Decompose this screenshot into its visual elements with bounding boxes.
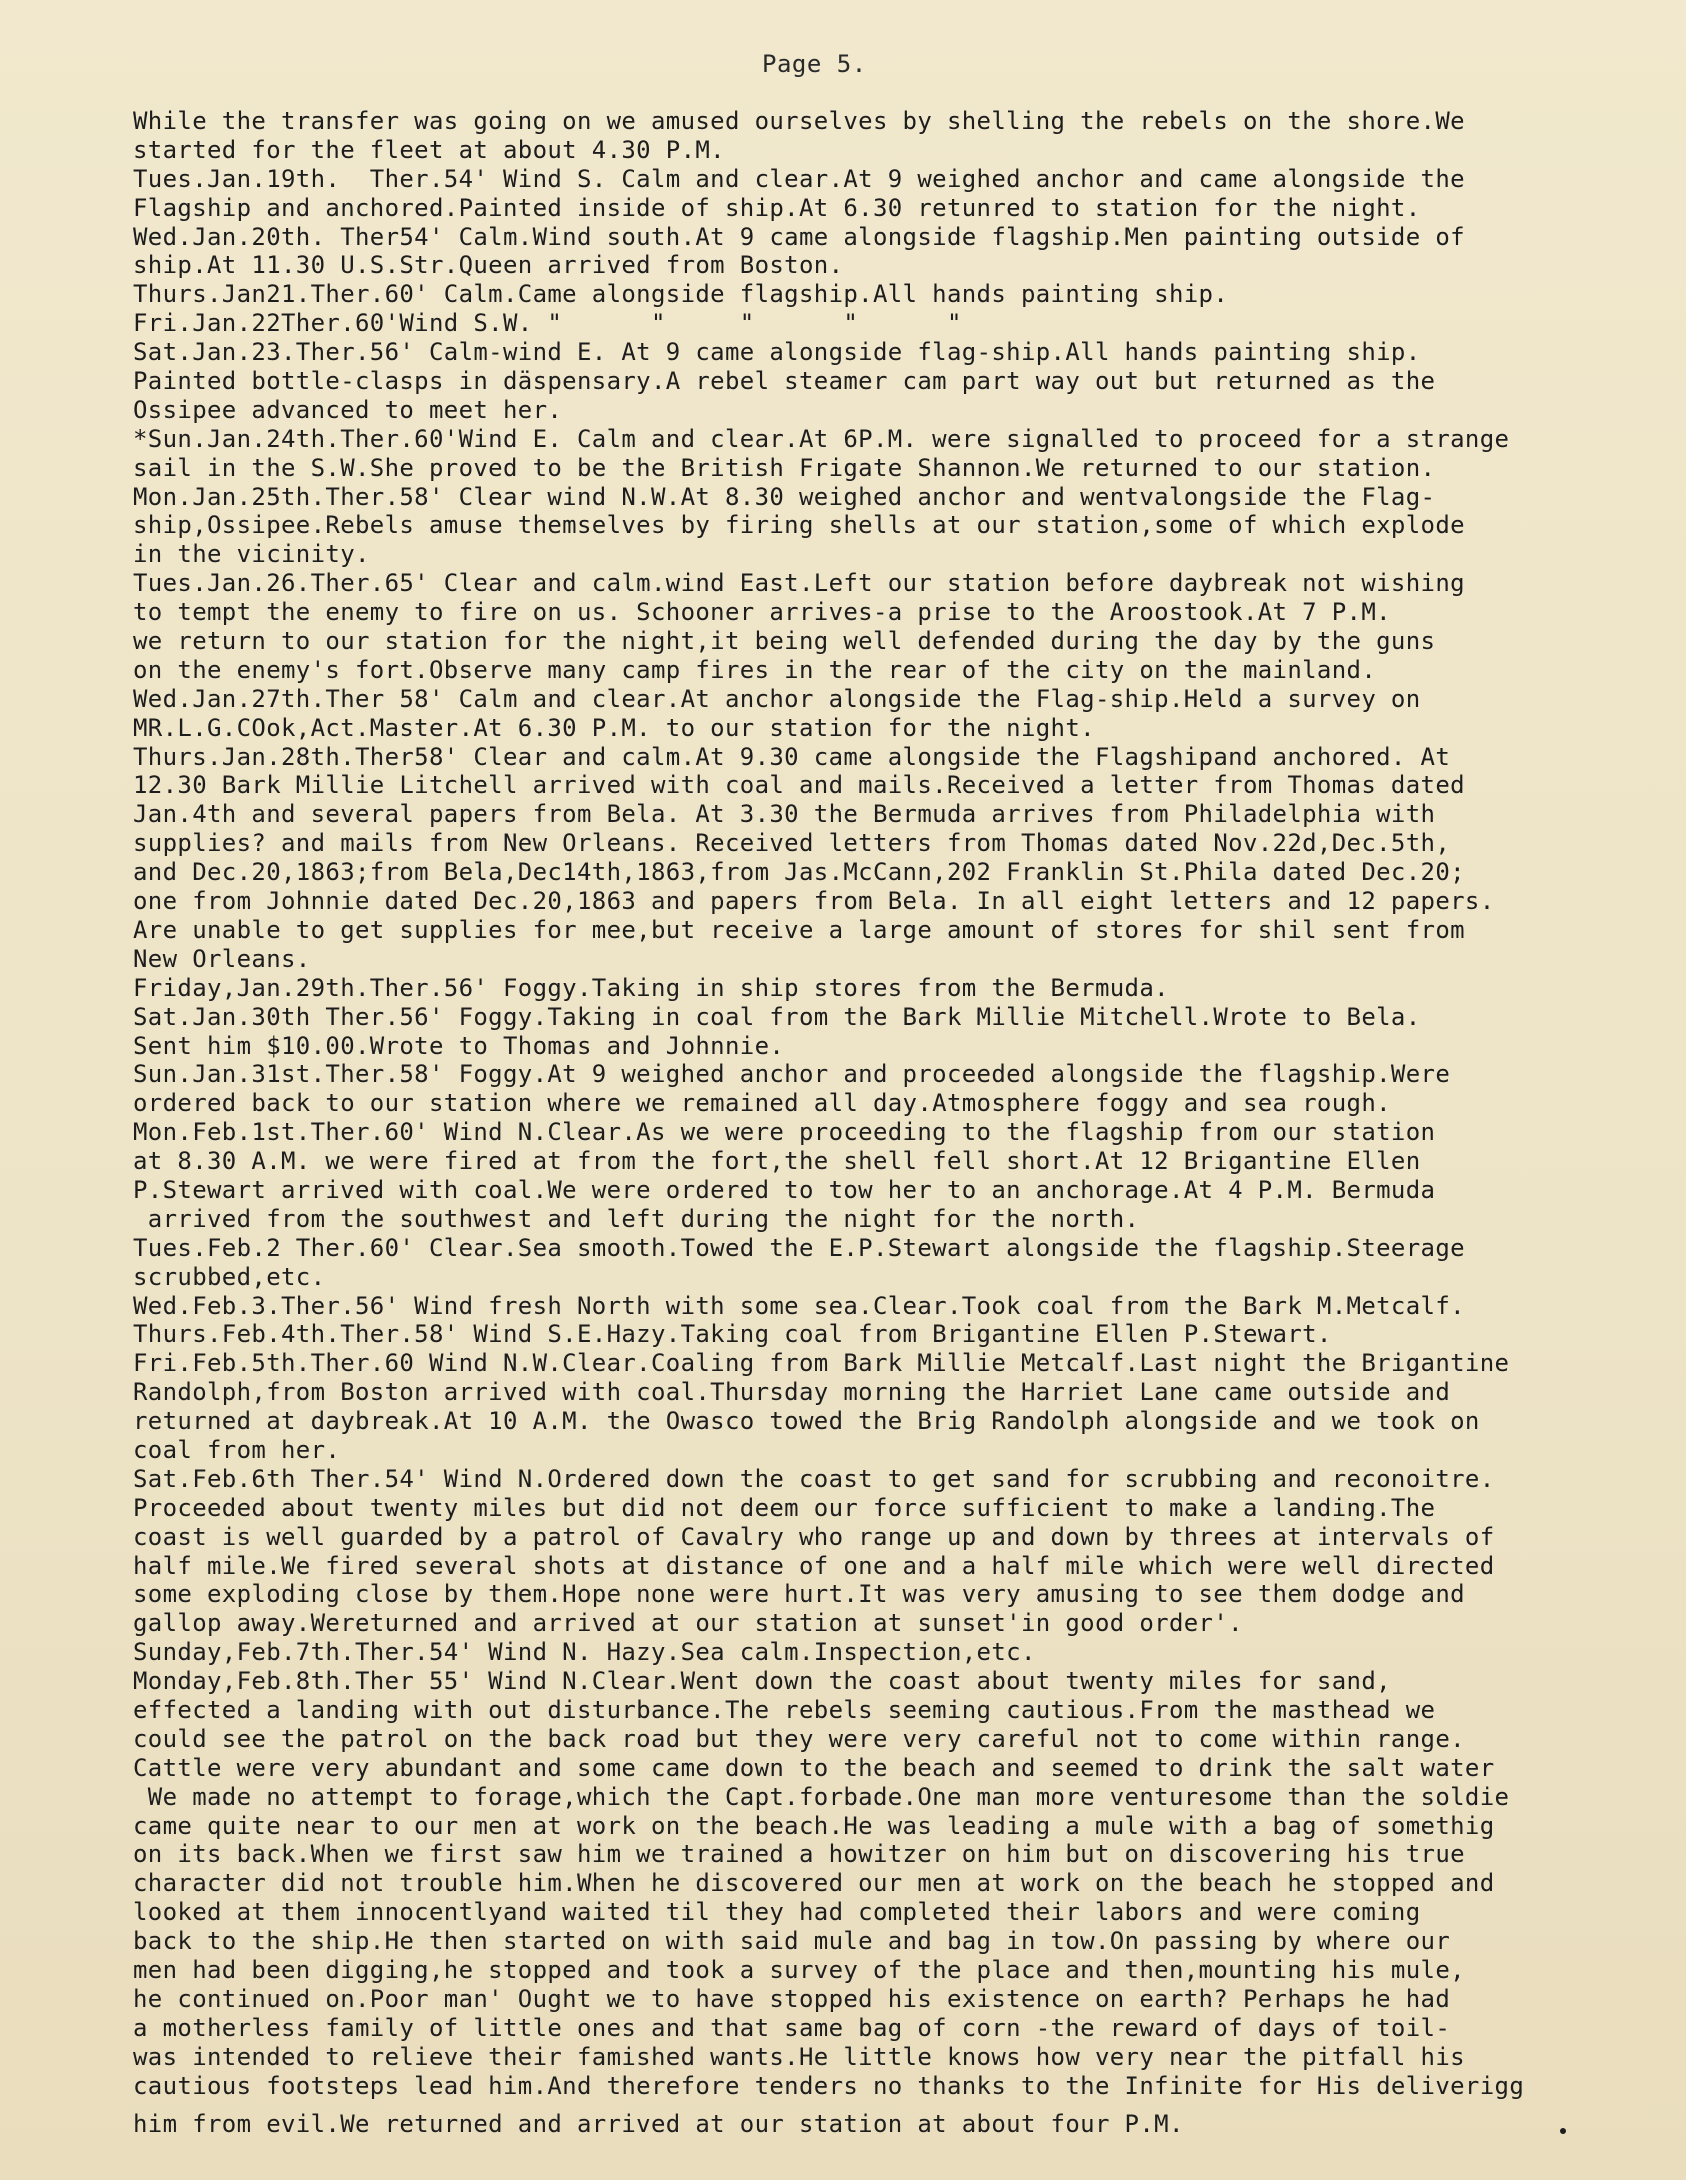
text-line: gallop away.Wereturned and arrived at our station at sunset'in good order'. xyxy=(133,1609,1243,1638)
text-line: Sat.Jan.30th Ther.56' Foggy.Taking in coal from the Bark Millie Mitchell.Wrote to Bela. xyxy=(133,1002,1421,1031)
text-line: Mon.Feb.1st.Ther.60' Wind N.Clear.As we were proceeding to the flagship from our station xyxy=(133,1118,1436,1147)
text-line: Sent him $10.00.Wrote to Thomas and Johnnie. xyxy=(133,1031,785,1060)
text-line: one from Johnnie dated Dec.20,1863 and papers from Bela. In all eight letters and 12 papers. xyxy=(133,887,1495,916)
text-line: Ossipee advanced to meet her. xyxy=(133,395,563,424)
text-line: ship.At 11.30 U.S.Str.Queen arrived from Boston. xyxy=(133,251,844,280)
text-line: 12.30 Bark Millie Litchell arrived with coal and mails.Received a letter from Thomas dated xyxy=(133,771,1465,800)
text-line: returned at daybreak.At 10 A.M. the Owasco towed the Brig Randolph alongside and we took on xyxy=(133,1407,1480,1436)
text-line: Sat.Feb.6th Ther.54' Wind N.Ordered down the coast to get sand for scrubbing and reconoitre. xyxy=(133,1464,1495,1493)
text-line: Sat.Jan.23.Ther.56' Calm-wind E. At 9 came alongside flag-ship.All hands painting ship. xyxy=(133,338,1421,367)
text-line: men had been digging,he stopped and took a survey of the place and then,mounting his mule, xyxy=(133,1956,1465,1984)
text-line: scrubbed,etc. xyxy=(133,1262,326,1291)
text-line: was intended to relieve their famished wants.He little knows how very near the pitfall his xyxy=(133,2042,1465,2071)
text-line: at 8.30 A.M. we were fired at from the fort,the shell fell short.At 12 Brigantine Ellen xyxy=(133,1147,1421,1176)
text-line: Fri.Feb.5th.Ther.60 Wind N.W.Clear.Coaling from Bark Millie Metcalf.Last night the Brigantine xyxy=(133,1349,1510,1378)
text-line: Wed.Jan.20th. Ther54' Calm.Wind south.At 9 came alongside flagship.Men painting outside of xyxy=(133,222,1465,251)
text-line: We made no attempt to forage,which the Capt.forbade.One man more venturesome than the soldie xyxy=(133,1782,1510,1811)
text-line: Proceeded about twenty miles but did not deem our force sufficient to make a landing.The xyxy=(133,1493,1436,1522)
text-line: him from evil.We returned and arrived at our station at about four P.M. xyxy=(133,2110,1184,2139)
text-line: some exploding close by them.Hope none were hurt.It was very amusing to see them dodge and xyxy=(133,1580,1465,1609)
text-line: P.Stewart arrived with coal.We were ordered to tow her to an anchorage.At 4 P.M. Bermuda xyxy=(133,1175,1436,1204)
text-line: ordered back to our station where we remained all day.Atmosphere foggy and sea rough. xyxy=(133,1089,1391,1118)
text-line: Are unable to get supplies for mee,but receive a large amount of stores for shil sent from xyxy=(133,915,1465,944)
text-line: coal from her. xyxy=(133,1435,341,1464)
text-line: *Sun.Jan.24th.Ther.60'Wind E. Calm and clear.At 6P.M. were signalled to proceed for a strange xyxy=(133,424,1510,453)
text-line: arrived from the southwest and left during the night for the north. xyxy=(133,1204,1140,1233)
text-line: Fri.Jan.22Ther.60'Wind S.W. " " " " " xyxy=(133,309,962,338)
text-line: cautious footsteps lead him.And therefore tenders no thanks to the Infinite for His deliverigg xyxy=(133,2071,1525,2100)
text-line: Thurs.Jan21.Ther.60' Calm.Came alongside flagship.All hands painting ship. xyxy=(133,280,1229,309)
text-line: Mon.Jan.25th.Ther.58' Clear wind N.W.At 8.30 weighed anchor and wentvalongside the Flag- xyxy=(133,482,1436,511)
text-line: Monday,Feb.8th.Ther 55' Wind N.Clear.Went down the coast about twenty miles for sand, xyxy=(133,1667,1391,1696)
text-line: came quite near to our men at work on the beach.He was leading a mule with a bag of somethig xyxy=(133,1811,1495,1840)
text-line: New Orleans. xyxy=(133,944,311,973)
text-line: on its back.When we first saw him we trained a howitzer on him but on discovering his true xyxy=(133,1840,1465,1869)
text-line: supplies? and mails from New Orleans. Received letters from Thomas dated Nov.22d,Dec.5th, xyxy=(133,829,1451,858)
text-line: he continued on.Poor man' Ought we to have stopped his existence on earth? Perhaps he had xyxy=(133,1984,1451,2013)
text-line: Wed.Feb.3.Ther.56' Wind fresh North with some sea.Clear.Took coal from the Bark M.Metcalf. xyxy=(133,1291,1465,1320)
text-line: MR.L.G.COok,Act.Master.At 6.30 P.M. to our station for the night. xyxy=(133,713,1095,742)
text-line: Tues.Jan.26.Ther.65' Clear and calm.wind East.Left our station before daybreak not wishing xyxy=(133,569,1465,598)
text-line: sail in the S.W.She proved to be the British Frigate Shannon.We returned to our station. xyxy=(133,453,1436,482)
text-line: looked at them innocentlyand waited til they had completed their labors and were coming xyxy=(133,1898,1421,1927)
text-line: ship,Ossipee.Rebels amuse themselves by firing shells at our station,some of which explode xyxy=(133,511,1465,540)
text-line: on the enemy's fort.Observe many camp fires in the rear of the city on the mainland. xyxy=(133,655,1377,684)
text-line: Friday,Jan.29th.Ther.56' Foggy.Taking in ship stores from the Bermuda. xyxy=(133,973,1169,1002)
text-line: Painted bottle-clasps in däspensary.A rebel steamer cam part way out but returned as the xyxy=(133,367,1436,396)
text-line: Sun.Jan.31st.Ther.58' Foggy.At 9 weighed anchor and proceeded alongside the flagship.Were xyxy=(133,1060,1451,1089)
text-line: Jan.4th and several papers from Bela. At 3.30 the Bermuda arrives from Philadelphia with xyxy=(133,800,1436,829)
journal-text xyxy=(133,107,1668,2139)
text-line: Randolph,from Boston arrived with coal.Thursday morning the Harriet Lane came outside and xyxy=(133,1378,1451,1407)
text-line: and Dec.20,1863;from Bela,Dec14th,1863,from Jas.McCann,202 Franklin St.Phila dated Dec.20; xyxy=(133,858,1465,887)
page-number: Page 5. xyxy=(762,50,867,78)
text-line: Thurs.Feb.4th.Ther.58' Wind S.E.Hazy.Taking coal from Brigantine Ellen P.Stewart. xyxy=(133,1320,1332,1349)
text-line: in the vicinity. xyxy=(133,540,370,569)
text-line: While the transfer was going on we amused ourselves by shelling the rebels on the shore.We xyxy=(133,107,1465,135)
text-line: started for the fleet at about 4.30 P.M. xyxy=(133,135,725,164)
text-line: Tues.Feb.2 Ther.60' Clear.Sea smooth.Towed the E.P.Stewart alongside the flagship.Steerage xyxy=(133,1233,1465,1262)
text-line: back to the ship.He then started on with said mule and bag in tow.On passing by where our xyxy=(133,1927,1451,1956)
text-line: could see the patrol on the back road but they were very careful not to come within range. xyxy=(133,1724,1465,1753)
text-line: we return to our station for the night,it being well defended during the day by the guns xyxy=(133,627,1436,656)
ink-dot xyxy=(1560,2128,1566,2134)
text-line: Tues.Jan.19th. Ther.54' Wind S. Calm and clear.At 9 weighed anchor and came alongside the xyxy=(133,164,1465,193)
text-line: to tempt the enemy to fire on us. Schooner arrives-a prise to the Aroostook.At 7 P.M. xyxy=(133,598,1391,627)
text-line: coast is well guarded by a patrol of Cavalry who range up and down by threes at intervals of xyxy=(133,1522,1495,1551)
text-line: a motherless family of little ones and that same bag of corn -the reward of days of toil- xyxy=(133,2013,1451,2042)
text-line: Thurs.Jan.28th.Ther58' Clear and calm.At 9.30 came alongside the Flagshipand anchored. At xyxy=(133,742,1451,771)
text-line: Cattle were very abundant and some came down to the beach and seemed to drink the salt water xyxy=(133,1753,1495,1782)
text-line: Wed.Jan.27th.Ther 58' Calm and clear.At anchor alongside the Flag-ship.Held a survey on xyxy=(133,684,1421,713)
text-line: character did not trouble him.When he discovered our men at work on the beach he stopped and xyxy=(133,1869,1495,1898)
text-line: Flagship and anchored.Painted inside of ship.At 6.30 retunred to station for the night. xyxy=(133,193,1421,222)
text-line: Sunday,Feb.7th.Ther.54' Wind N. Hazy.Sea calm.Inspection,etc. xyxy=(133,1638,1036,1667)
text-line: half mile.We fired several shots at distance of one and a half mile which were well directed xyxy=(133,1551,1495,1580)
text-line: effected a landing with out disturbance.The rebels seeming cautious.From the masthead we xyxy=(133,1695,1436,1724)
